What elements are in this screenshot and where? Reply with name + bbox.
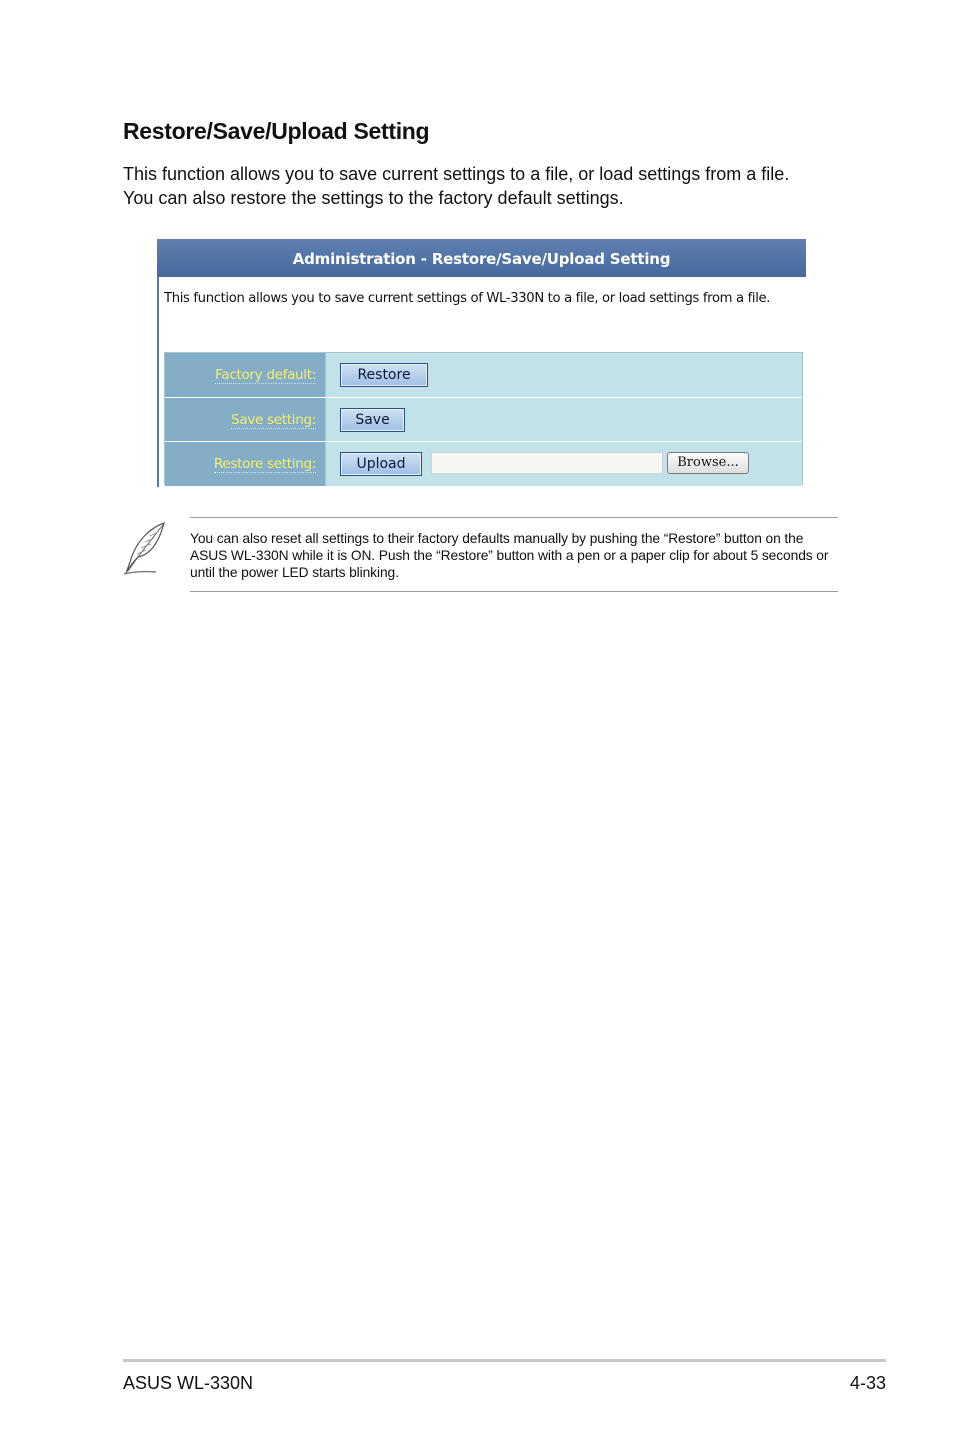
settings-table <box>164 352 803 485</box>
row-value-cell <box>326 398 802 442</box>
panel-left-border <box>157 277 159 487</box>
upload-button[interactable]: Upload <box>340 452 422 476</box>
save-setting-label: Save setting: <box>231 412 316 428</box>
settings-screenshot-panel <box>157 239 806 487</box>
note-text: You can also reset all settings to their factory defaults manually by pushing the “Restore” button on the ASUS WL-330N while it is ON. Push the “Restore” button with a pen or a paper clip for about 5 seconds or until the power LED starts blinking. <box>190 531 829 580</box>
restore-button[interactable]: Restore <box>340 363 428 387</box>
row-save-setting <box>165 397 802 442</box>
row-value-cell <box>326 442 802 486</box>
panel-header: Administration - Restore/Save/Upload Setting <box>157 239 806 277</box>
save-button[interactable]: Save <box>340 408 405 432</box>
footer-product-name: ASUS WL-330N <box>123 1373 254 1393</box>
row-label-cell <box>165 442 326 486</box>
intro-paragraph: This function allows you to save current settings to a file, or load settings from a file. You can also restore the settings to the factory default settings. <box>123 164 790 208</box>
panel-description: This function allows you to save current settings of WL-330N to a file, or load settings from a file. <box>164 291 771 306</box>
row-value-cell <box>326 353 802 397</box>
file-path-input[interactable] <box>431 452 663 474</box>
restore-setting-label: Restore setting: <box>213 456 316 472</box>
row-factory-default <box>165 353 802 397</box>
footer-rule <box>123 1359 886 1362</box>
factory-default-label: Factory default: <box>215 367 316 383</box>
footer-page-number: 4-33 <box>849 1373 886 1393</box>
row-restore-setting <box>165 441 802 486</box>
section-title: Restore/Save/Upload Setting <box>123 118 430 144</box>
row-label-cell <box>165 353 326 397</box>
note-bottom-rule <box>190 591 838 592</box>
note-top-rule <box>190 517 838 518</box>
row-label-cell <box>165 398 326 442</box>
feather-pen-icon <box>120 520 172 576</box>
browse-button[interactable]: Browse... <box>667 452 749 474</box>
